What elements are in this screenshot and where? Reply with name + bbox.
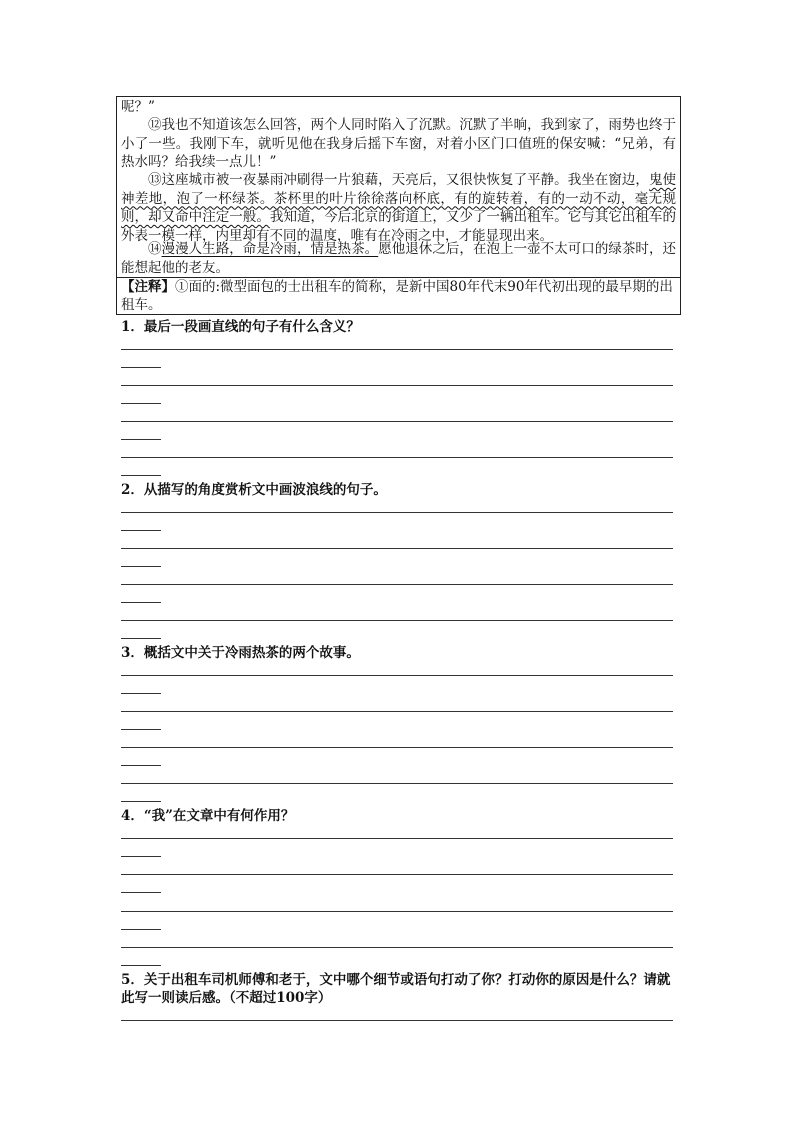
answer-line-end[interactable] xyxy=(121,638,161,639)
answer-line-end[interactable] xyxy=(121,965,161,966)
answer-line[interactable] xyxy=(121,1020,673,1021)
paragraph-14-rest: 愿他退休之后，在泡上一壶不太可口的绿茶时，还能想起他的老友。 xyxy=(121,241,677,276)
answer-line[interactable] xyxy=(121,711,673,712)
paragraph-14-number: ⑭ xyxy=(148,241,162,257)
answer-line-end[interactable] xyxy=(121,729,161,730)
wavy-underlined-sentence: 鬼使神差地，泡了一杯绿茶。茶杯里的叶片徐徐落向杯底，有的旋转着，有的一动不动，毫无规则，却又命中注定一般。 xyxy=(121,172,677,225)
answer-line[interactable] xyxy=(121,947,673,948)
answer-line-end[interactable] xyxy=(121,765,161,766)
answer-line-end[interactable] xyxy=(121,566,161,567)
question-4: 4．“我”在文章中有何作用？ xyxy=(121,808,295,824)
paragraph-14 xyxy=(121,240,676,277)
question-1: 1．最后一段画直线的句子有什么含义？ xyxy=(121,319,360,335)
answer-line[interactable] xyxy=(121,385,673,386)
answer-line-end[interactable] xyxy=(121,929,161,930)
answer-line-end[interactable] xyxy=(121,693,161,694)
passage-line-top: 呢？” xyxy=(121,99,155,115)
straight-underlined-sentence: 漫漫人生路，命是冷雨，情是热茶。 xyxy=(161,241,379,257)
answer-line-end[interactable] xyxy=(121,801,161,802)
reading-passage-box xyxy=(116,96,681,315)
answer-line[interactable] xyxy=(121,457,673,458)
answer-line[interactable] xyxy=(121,548,673,549)
answer-line[interactable] xyxy=(121,620,673,621)
annotation-note xyxy=(121,278,676,314)
paragraph-13-intro: ⑬这座城市被一夜暴雨冲刷得一片狼藉，天亮后，又很快恢复了平静。我坐在窗边， xyxy=(148,172,649,188)
answer-line[interactable] xyxy=(121,421,673,422)
answer-line-end[interactable] xyxy=(121,602,161,603)
paragraph-13 xyxy=(121,171,676,245)
answer-line[interactable] xyxy=(121,783,673,784)
answer-line-end[interactable] xyxy=(121,892,161,893)
paragraph-12: ⑫我也不知道该怎么回答，两个人同时陷入了沉默。沉默了半晌，我到家了，雨势也终于小了一些。我刚下车，就听见他在我身后摇下车窗，对着小区门口值班的保安喊：“兄弟，有热水吗？给我续一点儿！” xyxy=(121,117,676,170)
answer-line-end[interactable] xyxy=(121,439,161,440)
answer-line[interactable] xyxy=(121,838,673,839)
note-label: 【注释】 xyxy=(121,279,175,295)
answer-line[interactable] xyxy=(121,874,673,875)
answer-line[interactable] xyxy=(121,512,673,513)
answer-line-end[interactable] xyxy=(121,367,161,368)
paragraph-13-rest: 我知道，今后北京的街道上，又少了一辆出租车。它与其它出租车的外表一模一样，内里却有不同的温度，唯有在冷雨之中，才能显现出来。 xyxy=(121,209,677,244)
question-3: 3．概括文中关于冷雨热茶的两个故事。 xyxy=(121,645,360,661)
answer-line[interactable] xyxy=(121,584,673,585)
answer-line[interactable] xyxy=(121,747,673,748)
note-text: ①面的:微型面包的士出租车的简称，是新中国80年代末90年代初出现的最早期的出租车。 xyxy=(121,279,673,313)
question-2: 2．从描写的角度赏析文中画波浪线的句子。 xyxy=(121,482,387,498)
answer-line-end[interactable] xyxy=(121,856,161,857)
answer-line-end[interactable] xyxy=(121,475,161,476)
answer-line-end[interactable] xyxy=(121,403,161,404)
question-5: 5．关于出租车司机师傅和老于，文中哪个细节或语句打动了你？打动你的原因是什么？请就此写一则读后感。（不超过100字） xyxy=(121,972,671,1006)
answer-line-end[interactable] xyxy=(121,530,161,531)
answer-line[interactable] xyxy=(121,911,673,912)
answer-line[interactable] xyxy=(121,675,673,676)
answer-line[interactable] xyxy=(121,349,673,350)
